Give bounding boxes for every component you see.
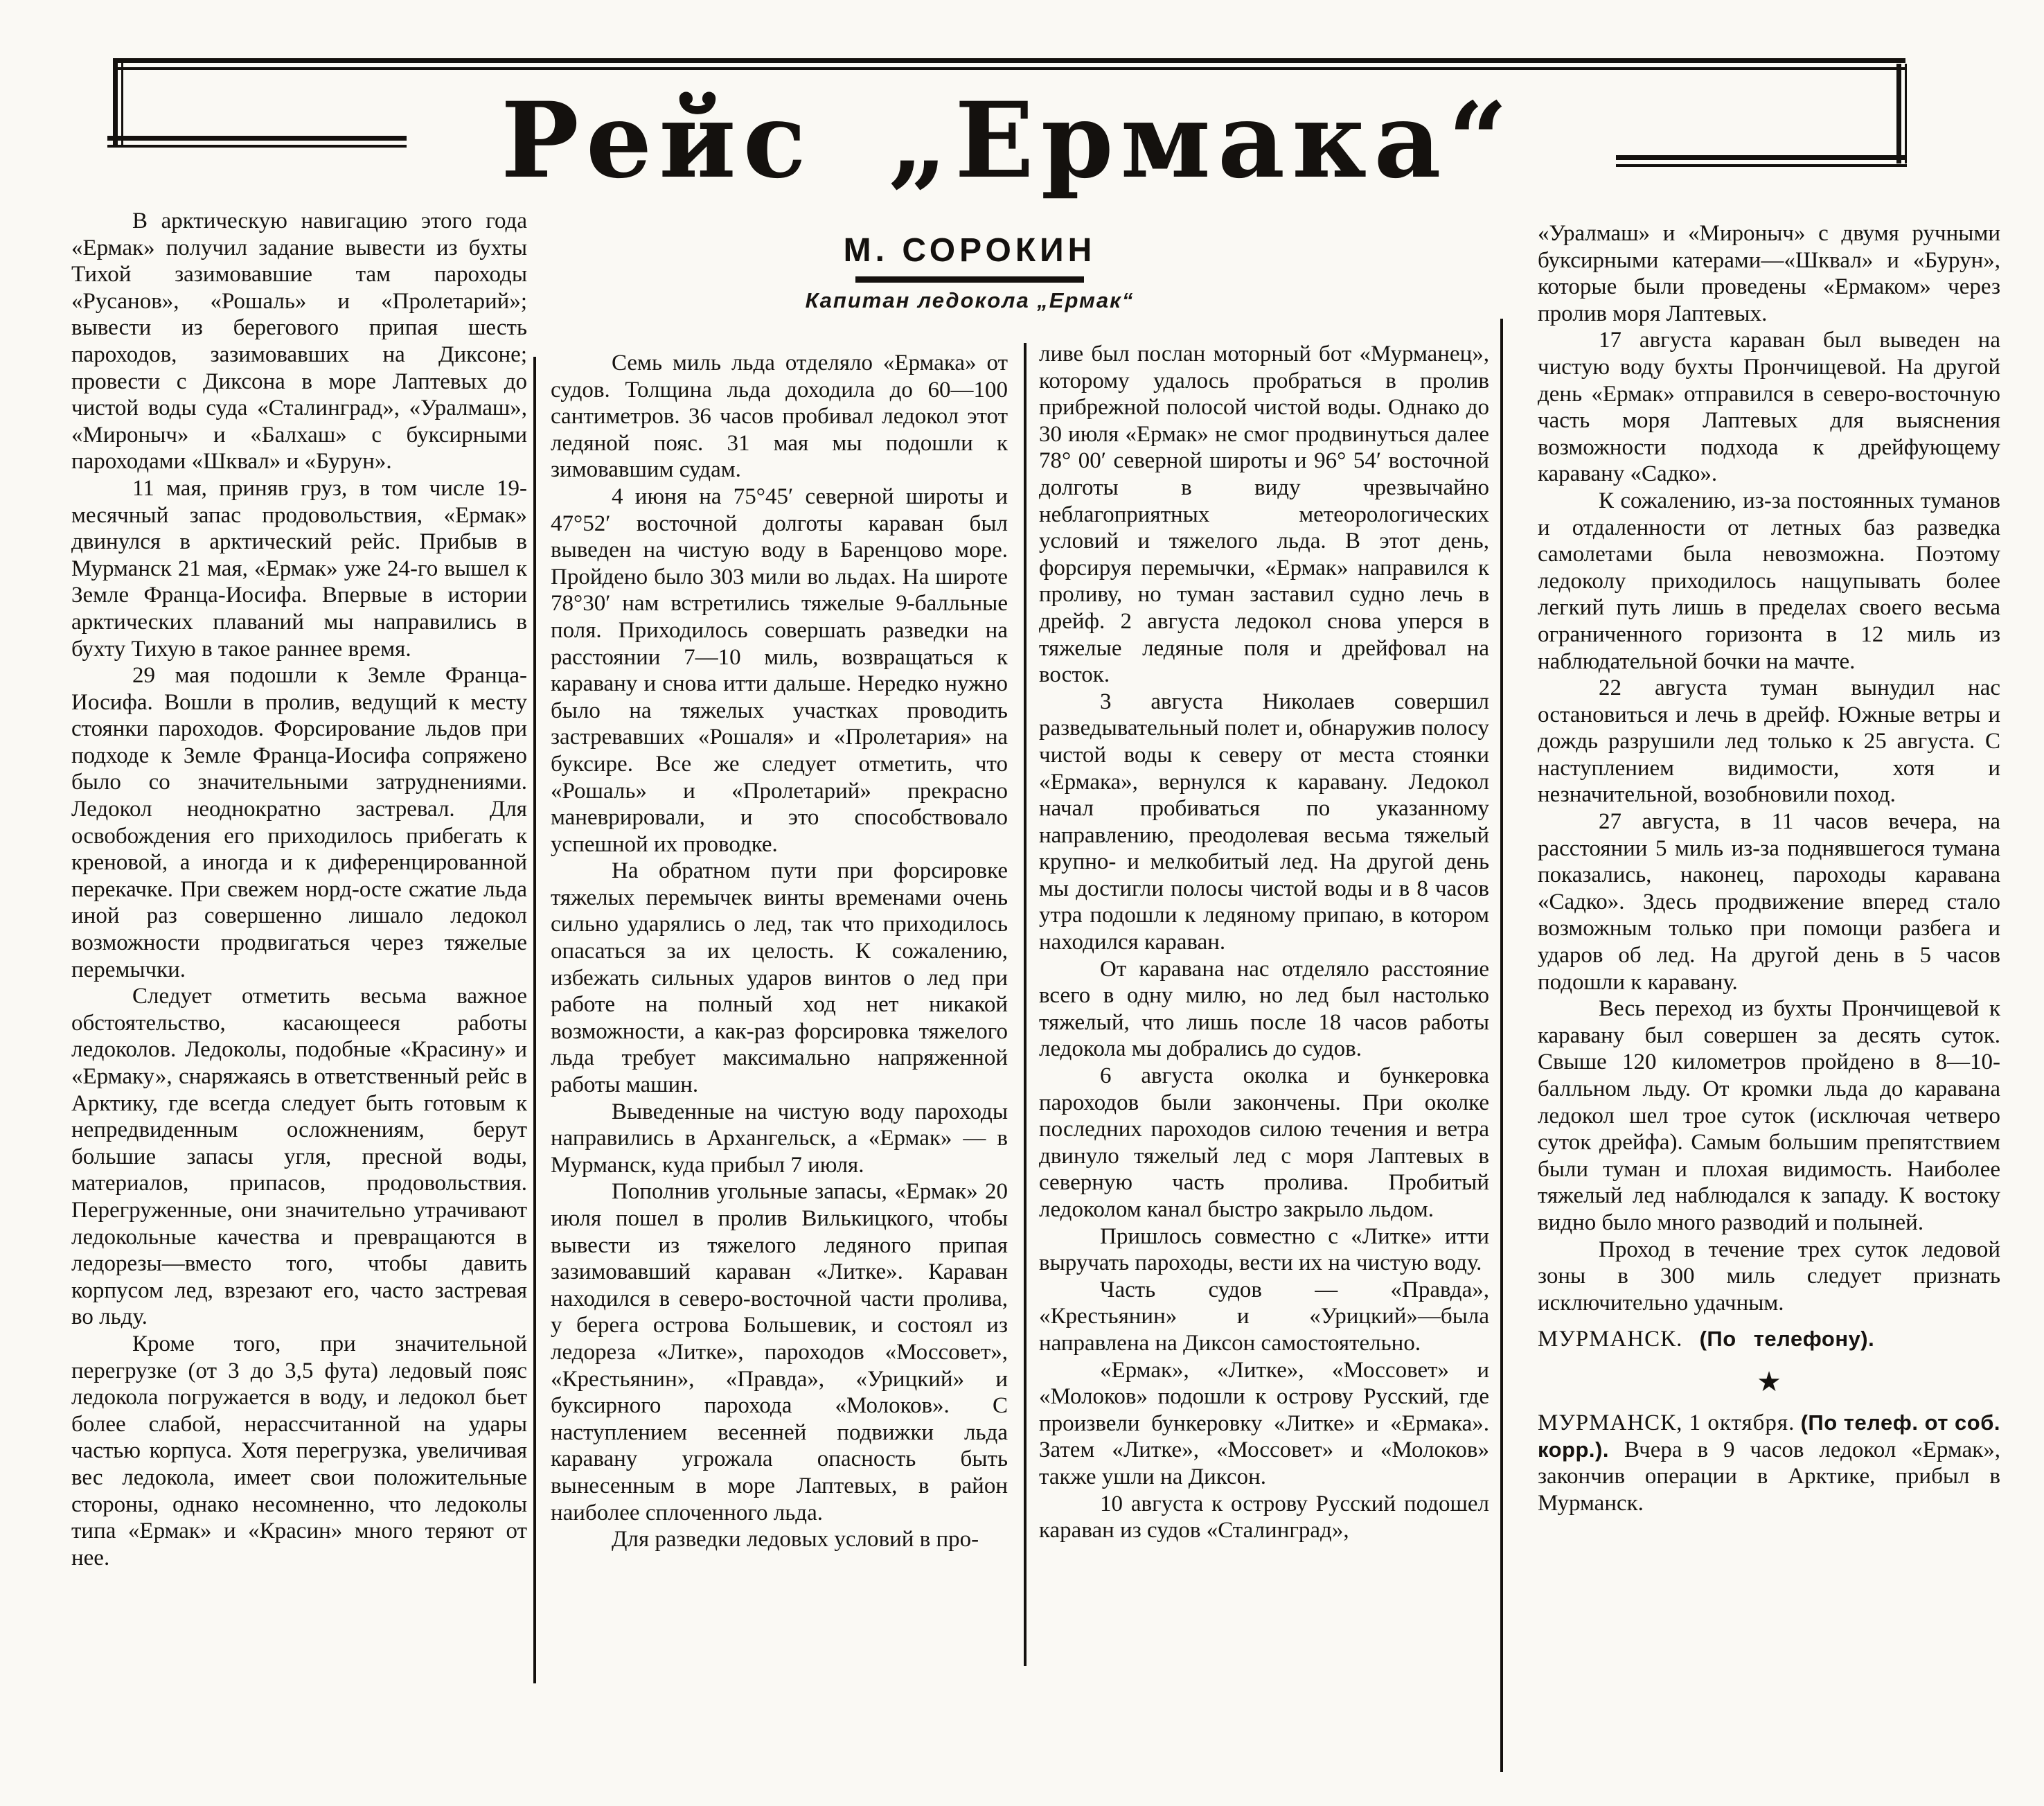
byline — [693, 231, 1247, 313]
star-separator-icon: ★ — [1757, 1365, 1781, 1397]
article-title: Рейс „Ермака“ — [501, 80, 1515, 202]
headline-frame-left-dash — [107, 136, 407, 148]
column-2 — [551, 350, 1008, 1553]
paragraph: «Уралмаш» и «Мироныч» с двумя ручными буксирными катерами—«Шквал» и «Бурун», которые были проведены «Ермаком» через пролив моря Лаптевых. — [1538, 221, 2000, 326]
paragraph: Пополнив угольные запасы, «Ермак» 20 июля пошел в пролив Вилькицкого, чтобы вывести из тяжелого ледяного припая зазимовавший караван «Литке». Караван находился в северо-восточной части пролива, у берега острова Большевик, и состоял из ледореза «Литке», пароходов «Моссовет», «Крестьянин», «Правда», «Урицкий» и буксирного парохода «Молоков». С наступлением весенней подвижки льда каравану угрожала опасность быть вынесенным в море Лаптевых, в район наиболее сплоченного льда. — [551, 1179, 1008, 1525]
paragraph: 3 августа Николаев совершил разведывательный полет и, обнаружив полосу чистой воды к северу от места стоянки «Ермака», вернулся к каравану. Ледокол начал пробиваться по указанному направлению, преодолевая весьма тяжелый крупно- и мелкобитый лед. На другой день мы достигли полосы чистой воды и в 8 часов утра подошли к ледяному припаю, в котором находился караван. — [1039, 689, 1489, 955]
paragraph: 17 августа караван был выведен на чистую воду бухты Прончищевой. На другой день «Ермак» отправился в северо-восточную часть моря Лаптевых для выяснения возможности подхода к дрейфующему каравану «Садко». — [1538, 328, 2000, 487]
paragraph: Выведенные на чистую воду пароходы направились в Архангельск, а «Ермак» — в Мурманск, куда прибыл 7 июля. — [551, 1099, 1008, 1178]
headline-frame-left-rule — [113, 61, 123, 145]
paragraph: 10 августа к острову Русский подошел караван из судов «Сталинград», — [1039, 1491, 1489, 1543]
paragraph: От каравана нас отделяло расстояние всего в одну милю, но лед был настолько тяжелый, что лишь после 18 часов работы ледокола мы добрались до судов. — [1039, 956, 1489, 1062]
dateline-murmansk — [1538, 1326, 2000, 1353]
byline-underline-rule — [855, 276, 1084, 283]
dateline-city: МУРМАНСК. — [1538, 1327, 1683, 1352]
paragraph: 4 июня на 75°45′ северной широты и 47°52′ восточной долготы караван был выведен на чистую воду в Баренцово море. Пройдено было 303 мили во льдах. На широте 78°30′ нам встретились тяжелые 9-балльные поля. Приходилось совершать разведки на расстоянии 7—10 миль, возвращаться к каравану и снова итти дальше. Нередко нужно было на тяжелых участках проводить застревавших «Рошаля» и «Пролетария» на буксире. Все же следует отметить, что «Рошаль» и «Пролетарий» прекрасно маневрировали, и это способствовало успешной их проводке. — [551, 484, 1008, 857]
paragraph: Пришлось совместно с «Литке» итти выручать пароходы, вести их на чистую воду. — [1039, 1223, 1489, 1276]
news-item-murmansk — [1538, 1410, 2000, 1516]
paragraph: На обратном пути при форсировке тяжелых перемычек винты временами очень сильно ударялись о лед, так что приходилось опасаться за их целость. К сожалению, избежать сильных ударов винтов о лед при работе на полный ход нет никакой возможности, а как-раз форсировка тяжелого льда требует максимально напряженной работы машин. — [551, 858, 1008, 1098]
paragraph: В арктическую навигацию этого года «Ермак» получил задание вывести из бухты Тихой зазимовавшие там пароходы «Русанов», «Рошаль» и «Пролетарий»; вывести из берегового припая шесть пароходов, зазимовавших на Диксоне; провести с Диксона в море Лаптевых до чистой воды суда «Сталинград», «Уралмаш», «Мироныч» и «Балхаш» с буксирными пароходами «Шквал» и «Бурун». — [71, 209, 527, 475]
headline-frame-right-rule — [1896, 64, 1907, 163]
column-divider-3 — [1500, 319, 1503, 1772]
column-3 — [1039, 341, 1489, 1544]
paragraph: К сожалению, из-за постоянных туманов и отдаленности от летных баз разведка самолетами была невозможна. Поэтому ледоколу приходилось нащупывать более легкий путь лишь в пределах своего весьма ограниченного горизонта в 12 миль из наблюдательной бочки на мачте. — [1538, 488, 2000, 674]
paragraph: 29 мая подошли к Земле Франца-Иосифа. Вошли в пролив, ведущий к месту стоянки пароходов. Форсирование льдов при подходе к Земле Франца-Иосифа сопряжено было со значительными затруднениями. Ледокол неоднократно застревал. Для освобождения его приходилось прибегать к креновой, а иногда и к диференцированной перекачке. При свежем норд-осте сжатие льда иной раз совершенно лишало ледокол возможности продвигаться через тяжелые перемычки. — [71, 663, 527, 982]
column-1 — [71, 208, 527, 1571]
paragraph: Семь миль льда отделяло «Ермака» от судов. Толщина льда доходила до 60—100 сантиметров. 36 часов пробивал ледокол этот ледяной пояс. 31 мая мы подошли к зимовавшим судам. — [551, 351, 1008, 483]
column-divider-2 — [1024, 343, 1027, 1666]
headline-frame-right-dash — [1616, 155, 1907, 167]
paragraph: 27 августа, в 11 часов вечера, на расстоянии 5 миль из-за поднявшегося тумана показались, наконец, пароходы каравана «Садко». Здесь продвижение вперед стало возможным только при помощи разбега и ударов об лед. На другой день в 5 часов подошли к каравану. — [1538, 809, 2000, 995]
paragraph: 11 мая, приняв груз, в том числе 19-месячный запас продовольствия, «Ермак» двинулся в арктический рейс. Прибыв в Мурманск 21 мая, «Ермак» уже 24-го вышел к Земле Франца-Иосифа. Впервые в истории арктических плаваний мы направились в бухту Тихую в такое раннее время. — [71, 475, 527, 662]
report-source-note: (По телеф. от соб. корр.). — [1538, 1410, 2000, 1462]
paragraph: Кроме того, при значительной перегрузке (от 3 до 3,5 фута) ледовый пояс ледокола погружается в воду, и ледокол бьет более слабой, нерассчитанной на удары частью корпуса. Хотя перегрузка, увеличивая вес ледокола, имеет свои положительные стороны, однако несомненно, что ледоколы типа «Ермак» и «Красин» много теряют от нее. — [71, 1331, 527, 1570]
paragraph: Следует отметить весьма важное обстоятельство, касающееся работы ледоколов. Ледоколы, подобные «Красину» и «Ермаку», снаряжаясь в ответственный рейс в Арктику, где всегда следует быть готовым к непредвиденным осложнениям, берут большие запасы угля, пресной воды, материалов, припасов, продовольствия. Перегруженные, они значительно утрачивают ледокольные качества и превращаются в ледорезы—вместо того, чтобы давить корпусом лед, взрезают его, часто застревая во льду. — [71, 984, 527, 1330]
paragraph: 22 августа туман вынудил нас остановиться и лечь в дрейф. Южные ветры и дождь разрушили лед только к 25 августа. С наступлением видимости, хотя и незначительной, возобновили поход. — [1538, 675, 2000, 808]
paragraph: Проход в течение трех суток ледовой зоны в 300 миль следует признать исключительно удачным. — [1538, 1237, 2000, 1316]
paragraph: Для разведки ледовых условий в про- — [612, 1527, 979, 1552]
byline-author: М. СОРОКИН — [843, 232, 1096, 269]
dateline-note: (По телефону). — [1699, 1327, 1875, 1352]
paragraph: 6 августа околка и бункеровка пароходов были закончены. При околке последних пароходов силою течения и ветра двинуло тяжелый лед с моря Лаптевых в северную часть пролива. Пробитый ледоколом канал быстро закрыло льдом. — [1039, 1063, 1489, 1222]
paragraph: ливе был послан моторный бот «Мурманец», которому удалось пробраться в пролив прибрежной полосой чистой воды. Однако до 30 июля «Ермак» не смог продвинуться далее 78° 00′ северной широты и 96° 54′ восточной долготы в виду чрезвычайно неблагоприятных метеорологических условий и тяжелого льда. В этот день, форсируя перемычки, «Ермак» направился к проливу, но туман заставил судно лечь в дрейф. 2 августа ледокол снова уперся в тяжелые ледяные поля и дрейфовал на восток. — [1039, 342, 1489, 688]
headline-frame-top-rule — [113, 58, 1905, 70]
byline-role: Капитан ледокола „Ермак“ — [805, 288, 1135, 312]
paragraph: Часть судов — «Правда», «Крестьянин» и «Урицкий»—была направлена на Диксон самостоятельно. — [1039, 1277, 1489, 1356]
report-dateline: МУРМАНСК, 1 октября. — [1538, 1410, 1795, 1435]
column-4 — [1538, 220, 2000, 1516]
report-text: Вчера в 9 часов ледокол «Ермак», закончив операции в Арктике, прибыл в Мурманск. — [1538, 1437, 2000, 1516]
column-divider-1 — [533, 357, 536, 1683]
paragraph: Весь переход из бухты Прончищевой к каравану был совершен за десять суток. Свыше 120 километров пройдено в 8—10-балльном льду. От кромки льда до каравана ледокол шел трое суток (исключая четверо суток дрейфа). Самым большим препятствием были туман и плохая видимость. Наиболее тяжелый лед наблюдался к западу. К востоку видно было много разводий и полыней. — [1538, 996, 2000, 1235]
paragraph: «Ермак», «Литке», «Моссовет» и «Молоков» подошли к острову Русский, где произвели бункеровку «Литке» и «Ермака». Затем «Литке», «Моссовет» и «Молоков» также ушли на Диксон. — [1039, 1357, 1489, 1489]
